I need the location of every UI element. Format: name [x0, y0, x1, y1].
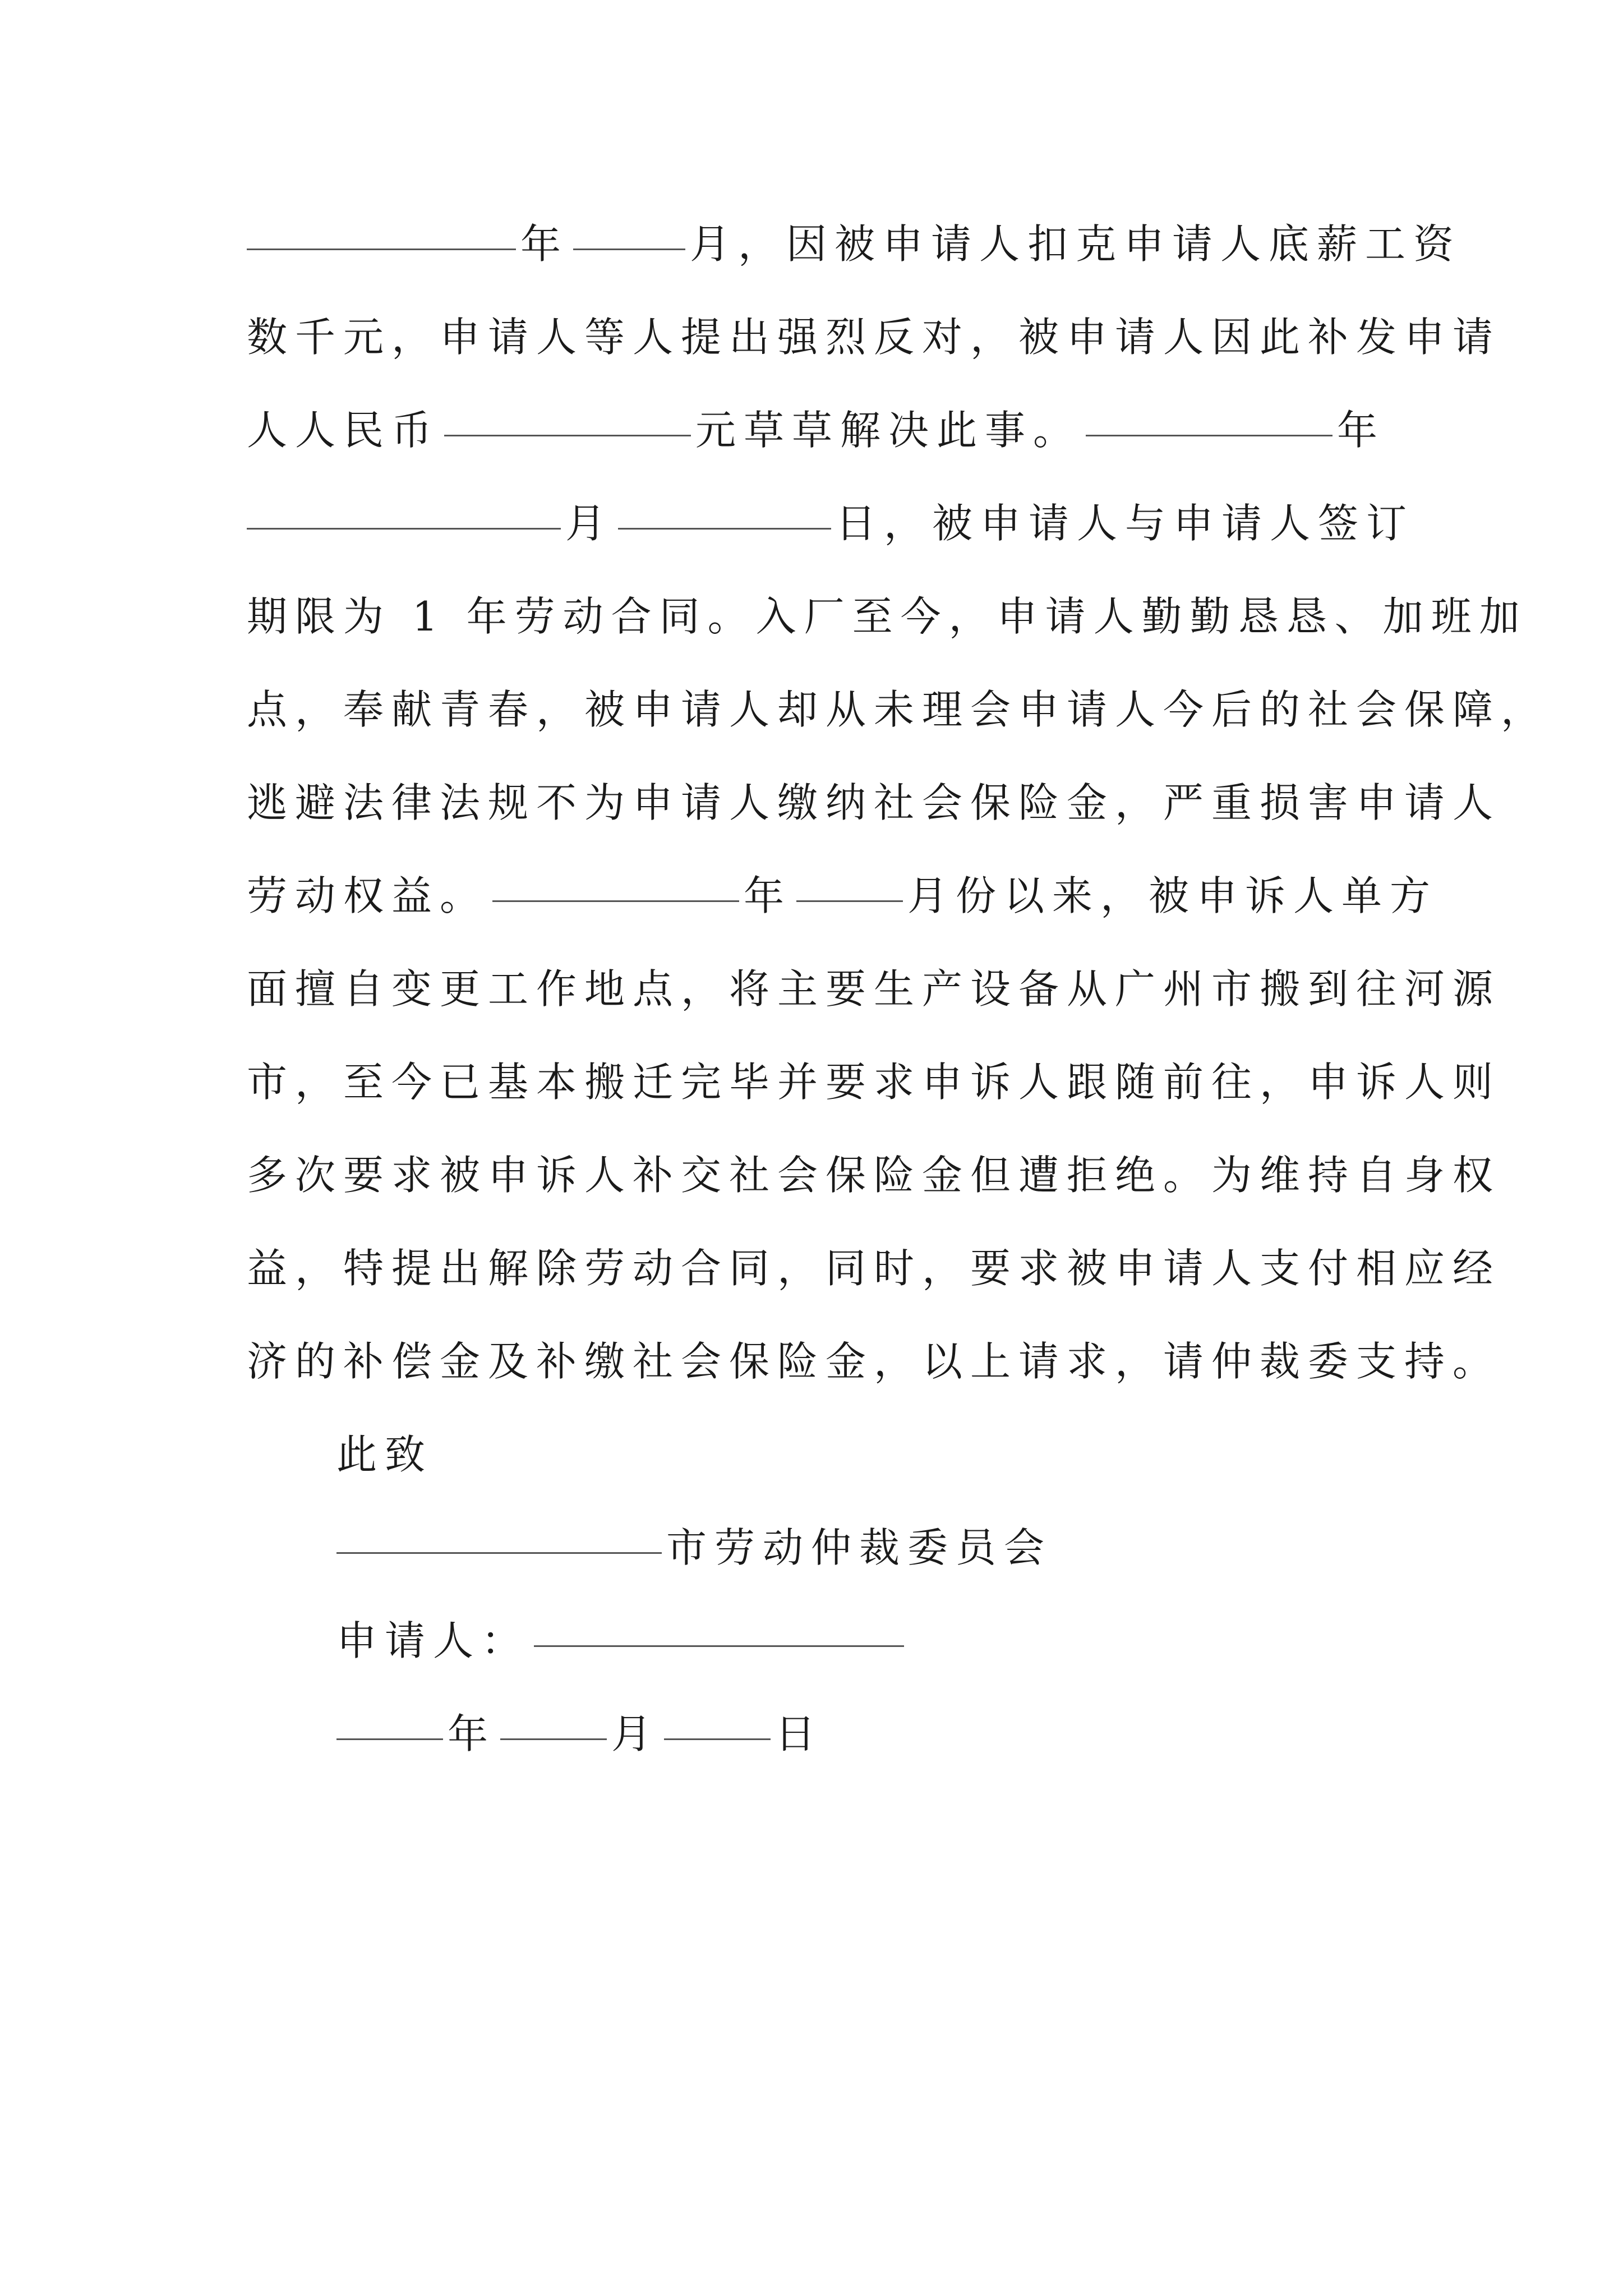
body-line: 济的补偿金及补缴社会保险金，以上请求，请仲裁委支持。	[247, 1338, 1501, 1385]
body-line: 多次要求被申诉人补交社会保险金但遭拒绝。为维持自身权	[247, 1152, 1501, 1199]
blank-year-1	[247, 249, 516, 250]
salutation: 此致	[336, 1431, 434, 1478]
body-line: 点，奉献青春，被申请人却从未理会申请人今后的社会保障，	[247, 686, 1550, 733]
date-line: 年 月 日	[336, 1687, 1346, 1780]
body-line: 年 月，因被申请人扣克申请人底薪工资	[247, 197, 1396, 291]
blank-date-month	[500, 1738, 607, 1740]
body-line: 益，特提出解除劳动合同，同时，要求被申请人支付相应经	[247, 1245, 1501, 1292]
blank-date-year	[336, 1738, 443, 1740]
body-line: 逃避法律法规不为申请人缴纳社会保险金，严重损害申请人	[247, 779, 1501, 826]
body-line: 数千元，申请人等人提出强烈反对，被申请人因此补发申请	[247, 314, 1501, 361]
blank-month-3	[796, 900, 903, 902]
body-line: 市，至今已基本搬迁完毕并要求申诉人跟随前往，申诉人则	[247, 1059, 1501, 1106]
blank-amount	[444, 435, 691, 436]
blank-date-day	[664, 1738, 771, 1740]
blank-day-1	[618, 528, 831, 530]
body-paragraph	[247, 197, 1550, 1408]
blank-applicant-name	[534, 1645, 904, 1647]
body-line: 期限为 1 年劳动合同。入厂至今，申请人勤勤恳恳、加班加	[247, 593, 1528, 640]
body-line: 面擅自变更工作地点，将主要生产设备从广州市搬到往河源	[247, 965, 1501, 1013]
body-line: 劳动权益。 年 月份以来，被申诉人单方	[247, 872, 1438, 919]
body-line: 月 日，被申请人与申请人签订	[247, 477, 1396, 570]
blank-city	[336, 1552, 662, 1554]
blank-year-2	[1086, 435, 1332, 436]
blank-month-2	[247, 528, 561, 530]
body-line: 人人民币 元草草解决此事。 年	[247, 407, 1386, 454]
applicant-line: 申请人：	[336, 1594, 1346, 1687]
blank-month-1	[573, 249, 685, 250]
closing-block	[336, 1408, 1346, 1780]
blank-year-3	[492, 900, 739, 902]
committee-line: 市劳动仲裁委员会	[336, 1501, 1346, 1594]
